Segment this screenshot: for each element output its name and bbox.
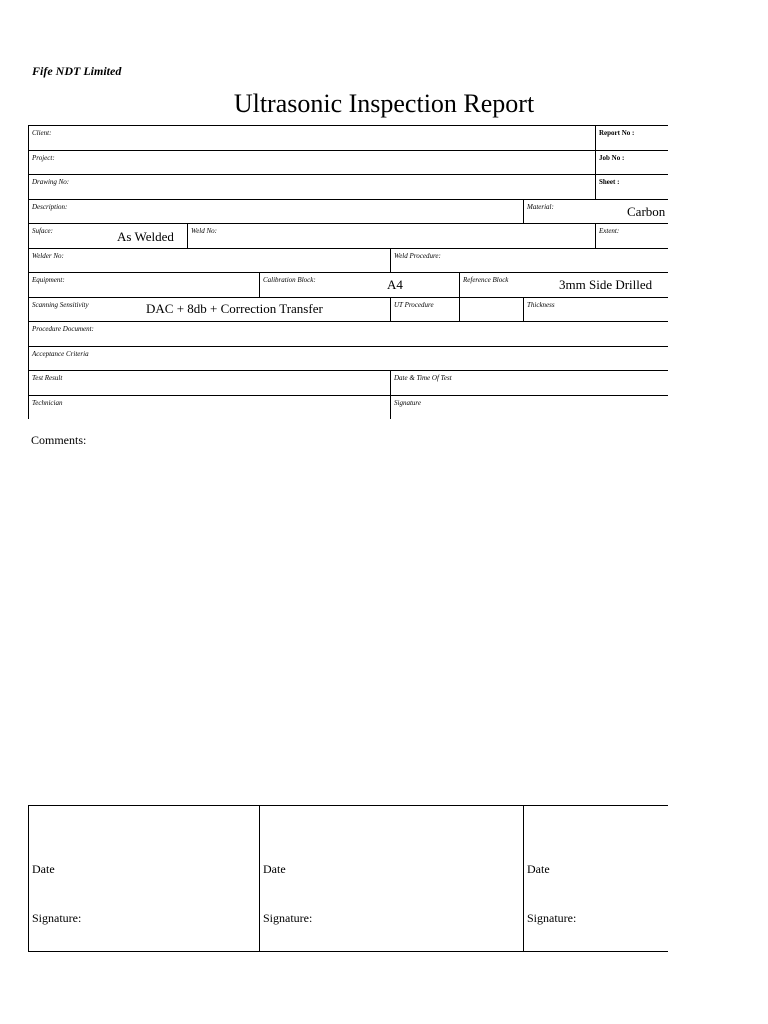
report-no-field[interactable] (596, 126, 668, 150)
signoff-signature-label: Signature: (263, 911, 313, 925)
extent-label: Extent: (599, 227, 620, 235)
calibration-block-value: A4 (387, 277, 403, 292)
material-value: Carbon (627, 204, 666, 219)
weld-procedure-field[interactable] (391, 249, 668, 272)
extent-field[interactable] (596, 224, 668, 248)
surface-value: As Welded (117, 229, 174, 244)
scanning-sensitivity-value: DAC + 8db + Correction Transfer (146, 301, 323, 316)
drawing-no-field[interactable] (29, 175, 596, 199)
thickness-label: Thickness (527, 301, 555, 309)
drawing-no-label: Drawing No: (32, 178, 70, 186)
form-row-test-result (29, 371, 668, 396)
comments-label: Comments: (31, 433, 87, 447)
client-label: Client: (32, 129, 52, 137)
scanning-sensitivity-field[interactable] (29, 298, 391, 321)
thickness-field[interactable] (524, 298, 668, 321)
description-label: Description: (32, 203, 68, 211)
form-row-welder (29, 249, 668, 273)
calibration-block-label: Calibration Block: (263, 276, 316, 284)
signoff-date-label: Date (32, 862, 55, 876)
material-field[interactable] (524, 200, 668, 223)
surface-label: Suface: (32, 227, 53, 235)
signoff-cell-2[interactable] (260, 806, 524, 951)
form-row-drawing (29, 175, 668, 200)
procedure-document-label: Procedure Document: (32, 325, 94, 333)
inspection-form (28, 125, 668, 419)
signoff-date-label: Date (527, 862, 550, 876)
acceptance-criteria-field[interactable] (29, 347, 668, 370)
ut-procedure-label: UT Procedure (394, 301, 434, 309)
signoff-cell-3[interactable] (524, 806, 668, 951)
signoff-date-label: Date (263, 862, 286, 876)
scanning-sensitivity-label: Scanning Sensitivity (32, 301, 89, 309)
test-result-label: Test Result (32, 374, 63, 382)
project-label: Project: (32, 154, 55, 162)
signoff-cell-1[interactable] (29, 806, 260, 951)
signoff-signature-label: Signature: (32, 911, 82, 925)
form-row-technician (29, 396, 668, 419)
ut-procedure-field[interactable] (391, 298, 460, 321)
weld-procedure-label: Weld Procedure: (394, 252, 441, 260)
test-result-field[interactable] (29, 371, 391, 395)
sheet-field[interactable] (596, 175, 668, 199)
material-label: Material: (527, 203, 554, 211)
reference-block-field[interactable] (460, 273, 668, 297)
reference-block-value: 3mm Side Drilled (559, 277, 653, 292)
project-field[interactable] (29, 151, 596, 174)
form-row-surface (29, 224, 668, 249)
calibration-block-field[interactable] (260, 273, 460, 297)
signature-label: Signature (394, 399, 421, 407)
company-name: Fife NDT Limited (32, 64, 122, 78)
surface-field[interactable] (29, 224, 188, 248)
ut-procedure-value-field[interactable] (460, 298, 524, 321)
weld-no-field[interactable] (188, 224, 596, 248)
form-row-project (29, 151, 668, 175)
form-row-equipment (29, 273, 668, 298)
technician-field[interactable] (29, 396, 391, 419)
signature-field[interactable] (391, 396, 668, 419)
form-row-acceptance (29, 347, 668, 371)
form-row-client (29, 126, 668, 151)
form-row-procedure-document (29, 322, 668, 347)
technician-label: Technician (32, 399, 63, 407)
signoff-block (28, 805, 668, 952)
date-time-of-test-field[interactable] (391, 371, 668, 395)
procedure-document-field[interactable] (29, 322, 668, 346)
form-row-scanning (29, 298, 668, 322)
signoff-signature-label: Signature: (527, 911, 577, 925)
date-time-of-test-label: Date & Time Of Test (394, 374, 452, 382)
acceptance-criteria-label: Acceptance Criteria (32, 350, 89, 358)
form-row-description (29, 200, 668, 224)
report-no-label: Report No : (599, 129, 635, 137)
equipment-label: Equipment: (32, 276, 65, 284)
job-no-field[interactable] (596, 151, 668, 174)
client-field[interactable] (29, 126, 596, 150)
description-field[interactable] (29, 200, 524, 223)
reference-block-label: Reference Block (463, 276, 509, 284)
job-no-label: Job No : (599, 154, 625, 162)
welder-no-label: Welder No: (32, 252, 64, 260)
report-title: Ultrasonic Inspection Report (233, 89, 535, 118)
weld-no-label: Weld No: (191, 227, 217, 235)
equipment-field[interactable] (29, 273, 260, 297)
sheet-label: Sheet : (599, 178, 620, 186)
welder-no-field[interactable] (29, 249, 391, 272)
